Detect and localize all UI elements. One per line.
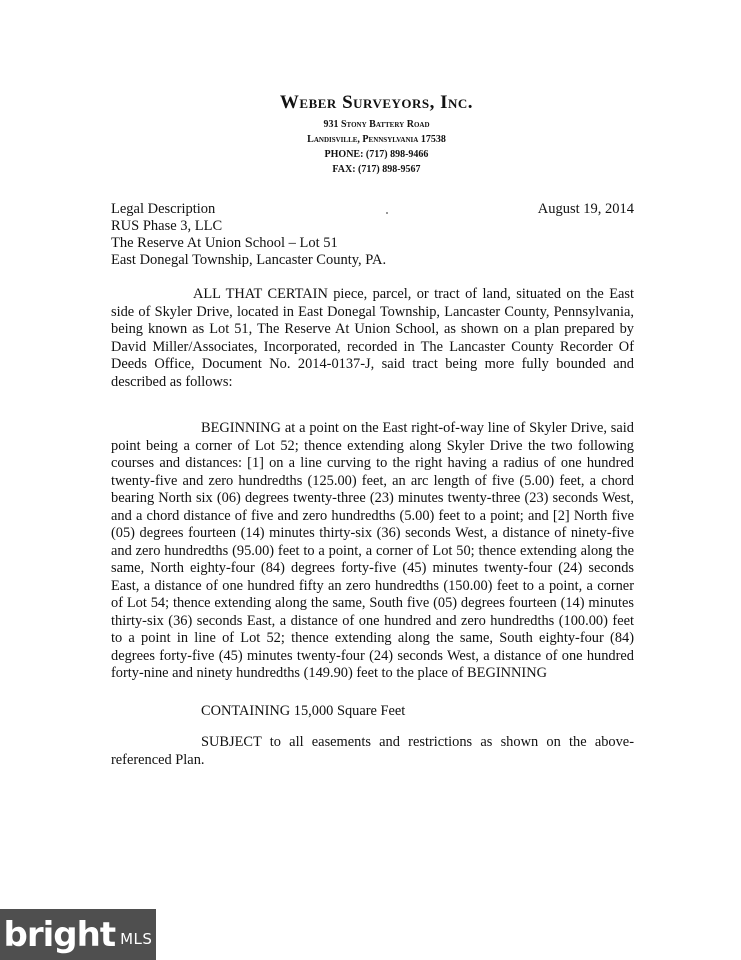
paragraph-containing-area: CONTAINING 15,000 Square Feet: [201, 703, 406, 719]
header-property: The Reserve At Union School – Lot 51: [111, 235, 338, 251]
scan-speck: [386, 212, 388, 214]
letterhead: [0, 92, 741, 177]
company-fax: FAX: (717) 898-9567: [332, 164, 421, 175]
company-phone: PHONE: (717) 898-9466: [324, 149, 429, 160]
company-street-address: 931 Stony Battery Road: [323, 119, 430, 130]
header-doc-type: Legal Description: [111, 201, 216, 217]
bright-mls-watermark: [0, 909, 156, 960]
paragraph-metes-and-bounds: BEGINNING at a point on the East right-of-way line of Skyler Drive, said point being a corner of Lot 52; thence extending along Skyler Drive the two following courses and distances: [1] on a line curving to the right having a radius of one hundred twenty-five and zero hundredths (125.00) feet, an arc length of five (5.00) feet, a chord bearing North six (06) degrees twenty-three (23) minutes twenty-three (23) seconds West, and a chord distance of five and zero hundredths (5.00) feet to a point; and [2] North five (05) degrees fourteen (14) minutes thirty-six (36) seconds West, a distance of ninety-five and zero hundredths (95.00) feet to a point, a corner of Lot 50; thence extending along the same, North eighty-four (84) degrees forty-five (45) minutes twenty-four (24) seconds East, a distance of one hundred fifty an zero hundredths (150.00) feet to a point, a corner of Lot 54; thence extending along the same, South five (05) degrees fourteen (14) minutes thirty-six (36) seconds East, a distance of one hundred and zero hundredths (100.00) feet to a point in line of Lot 52; thence extending along the same, South eighty-four (84) degrees forty-five (45) minutes twenty-four (24) seconds West, a distance of one hundred forty-nine and ninety hundredths (149.90) feet to the place of BEGINNING: [111, 420, 634, 681]
document-date: August 19, 2014: [537, 201, 634, 217]
watermark-brand: bright: [3, 914, 116, 955]
company-name: Weber Surveyors, Inc.: [279, 92, 474, 113]
document-header: [111, 201, 386, 269]
paragraph-subject-to: SUBJECT to all easements and restrictions as shown on the above-referenced Plan.: [111, 734, 634, 768]
header-location: East Donegal Township, Lancaster County, PA.: [111, 252, 387, 268]
header-client: RUS Phase 3, LLC: [111, 218, 223, 234]
watermark-suffix: MLS: [120, 930, 153, 948]
company-city-state: Landisville, Pennsylvania 17538: [307, 134, 446, 145]
paragraph-tract-description: ALL THAT CERTAIN piece, parcel, or tract of land, situated on the East side of Skyler Drive, located in East Donegal Township, Lancaster County, Pennsylvania, being known as Lot 51, The Reserve At Union School, as shown on a plan prepared by David Miller/Associates, Incorporated, recorded in The Lancaster County Recorder Of Deeds Office, Document No. 2014-0137-J, said tract being more fully bounded and described as follows:: [111, 286, 634, 390]
